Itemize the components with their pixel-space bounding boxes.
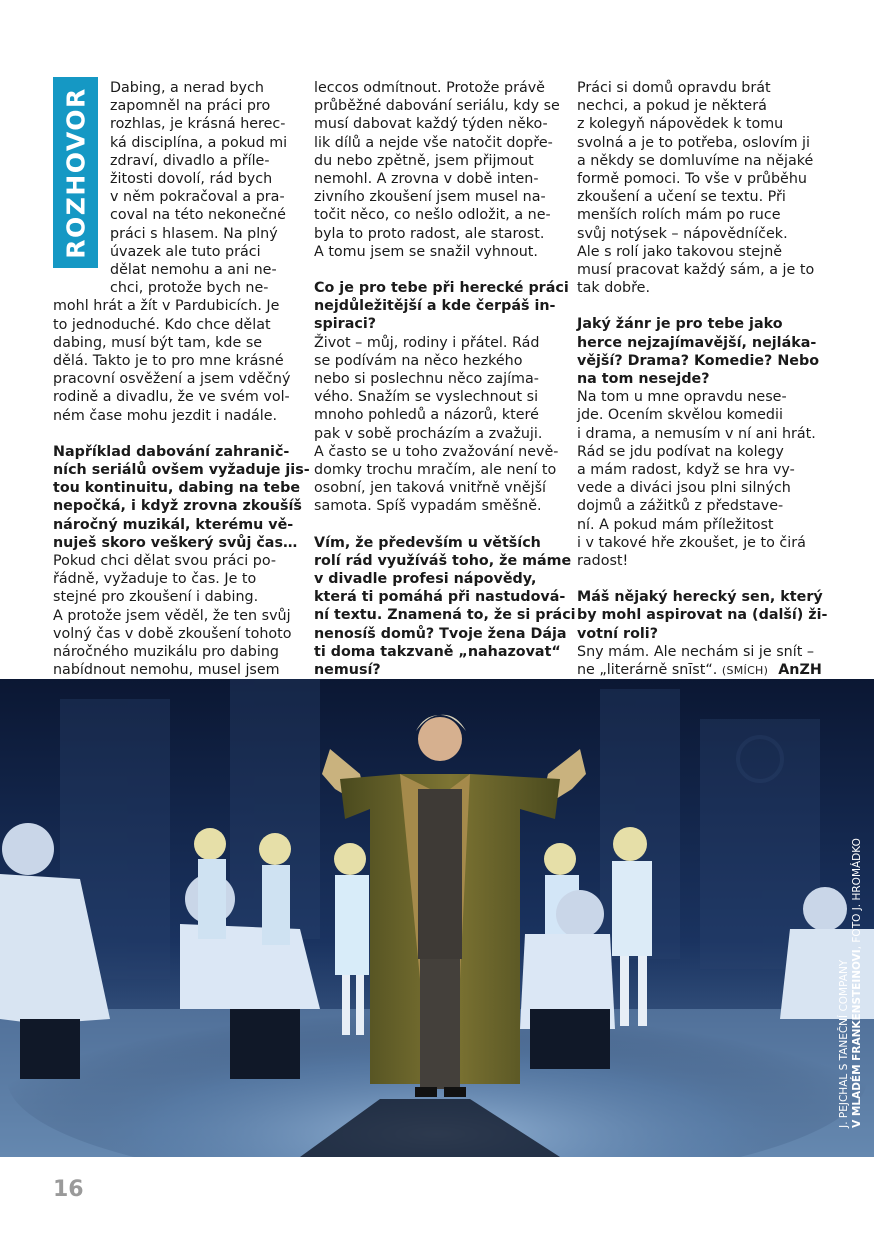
text-line: vede a diváci jsou plni silných bbox=[577, 480, 791, 497]
text-line: volný čas v době zkoušení tohoto bbox=[53, 625, 292, 642]
text-line: mohl hrát a žít v Pardubicích. Je bbox=[53, 298, 280, 315]
text-line: ném čase mohu jezdit i nadále. bbox=[53, 407, 278, 424]
text-line: i drama, a nemusím v ní ani hrát. bbox=[577, 425, 816, 442]
text-line: v divadle profesi nápovědy, bbox=[314, 571, 537, 588]
text-line: úvazek ale tuto práci bbox=[110, 243, 261, 260]
text-line bbox=[577, 661, 842, 680]
photo-credit bbox=[836, 823, 866, 1143]
text-line: se podívám na něco hezkého bbox=[314, 352, 523, 369]
interview-answer bbox=[577, 643, 842, 680]
text-line: zivního zkoušení jsem musel na- bbox=[314, 189, 546, 206]
text-line: v něm pokračoval a pra- bbox=[110, 189, 285, 206]
text-line: musí dabovat každý týden něko- bbox=[314, 116, 548, 133]
text-line: nabídnout nemohu, musel jsem bbox=[53, 662, 280, 679]
text-line: nejdůležitější a kde čerpáš in- bbox=[314, 298, 556, 315]
text-line: Jaký žánr je pro tebe jako bbox=[577, 316, 783, 333]
credit-line-2 bbox=[851, 838, 864, 1128]
article-column-3 bbox=[577, 79, 842, 680]
text-line: zkoušení a učení se textu. Při bbox=[577, 189, 786, 206]
text-line: radost! bbox=[577, 553, 629, 570]
text-line: musí pracovat každý sám, a je to bbox=[577, 262, 815, 279]
text-line: práci s hlasem. Na plný bbox=[110, 225, 278, 242]
text-line: lik dílů a nejde vše natočit dopře- bbox=[314, 134, 553, 151]
text-line: náročného muzikálu pro dabing bbox=[53, 644, 279, 661]
text-line: formě pomoci. To vše v průběhu bbox=[577, 171, 807, 188]
text-line: herce nejzajímavější, nejláka- bbox=[577, 334, 817, 351]
text-line: svolná a je to potřeba, oslovím ji bbox=[577, 134, 810, 151]
text-line: Vím, že především u větších bbox=[314, 534, 541, 551]
text-line: coval na této nekonečné bbox=[110, 207, 286, 224]
text-line: mnoho pohledů a názorů, které bbox=[314, 407, 539, 424]
photographer: , FOTO J. HROMÁDKO bbox=[851, 838, 863, 950]
text-line: ní. A pokud mám příležitost bbox=[577, 516, 774, 533]
text-line: a mám radost, když se hra vy- bbox=[577, 462, 795, 479]
text-line: Na tom u mne opravdu nese- bbox=[577, 389, 787, 406]
text-line: Život – můj, rodiny i přátel. Rád bbox=[314, 334, 540, 351]
text-line: pracovní osvěžení a jsem vděčný bbox=[53, 371, 291, 388]
article-column-2 bbox=[314, 79, 576, 679]
text-line: nemusí? bbox=[314, 662, 381, 679]
text-line: nemohl. A zrovna v době inten- bbox=[314, 171, 539, 188]
text-line: zapomněl na práci pro bbox=[110, 98, 271, 115]
text-line: Co je pro tebe při herecké práci bbox=[314, 280, 569, 297]
interview-answer bbox=[53, 552, 303, 679]
text-line: dělat nemohu a ani ne- bbox=[110, 262, 277, 279]
interview-question bbox=[577, 588, 842, 643]
text-line: ti doma takzvaně „nahazovat“ bbox=[314, 643, 561, 660]
text-line: A tomu jsem se snažil vyhnout. bbox=[314, 243, 538, 260]
text-line: samota. Spíš vypadám směšně. bbox=[314, 498, 542, 515]
article-column-1 bbox=[53, 79, 310, 680]
text-line: vější? Drama? Komedie? Nebo bbox=[577, 352, 820, 369]
answer-text: ne „literárně snīst“. bbox=[577, 662, 718, 679]
page-number: 16 bbox=[53, 1177, 84, 1202]
text-line: spiraci? bbox=[314, 316, 377, 333]
interview-answer bbox=[314, 79, 564, 261]
text-line: která ti pomáhá při nastudová- bbox=[314, 589, 566, 606]
text-line: tou kontinuitu, dabing na tebe bbox=[53, 480, 301, 497]
text-line: dojmů a zážitků z představe- bbox=[577, 498, 784, 515]
text-line: průběžné dabování seriálu, kdy se bbox=[314, 98, 560, 115]
interview-question bbox=[577, 315, 842, 388]
text-line: na tom nesejde? bbox=[577, 371, 710, 388]
text-line: stejné pro zkoušení i dabing. bbox=[53, 589, 259, 606]
text-line: dělá. Takto je to pro mne krásné bbox=[53, 353, 284, 370]
text-line: du nebo zpětně, jsem přijmout bbox=[314, 152, 534, 169]
author-signature: AnZH bbox=[778, 662, 822, 679]
text-line: Sny mám. Ale nechám si je snít – bbox=[577, 643, 815, 660]
text-line: svůj notýsek – nápovědníček. bbox=[577, 225, 788, 242]
dancer-back-1 bbox=[194, 828, 226, 939]
interview-answer bbox=[577, 388, 842, 570]
text-line: žitosti dovolí, rád bych bbox=[110, 171, 273, 188]
dancer-back-2 bbox=[259, 833, 291, 945]
text-line: domky trochu mračím, ale není to bbox=[314, 462, 557, 479]
text-line: z kolegyň nápovědek k tomu bbox=[577, 116, 784, 133]
text-line: točit něco, co nešlo odložit, a ne- bbox=[314, 207, 551, 224]
interview-question bbox=[314, 534, 576, 680]
text-line: ní textu. Znamená to, že si práci bbox=[314, 607, 576, 624]
text-line: A protože jsem věděl, že ten svůj bbox=[53, 607, 291, 624]
text-line: Máš nějaký herecký sen, který bbox=[577, 589, 823, 606]
stage-photo bbox=[0, 679, 874, 1157]
show-title: V MLADÉM FRANKENSTEINOVI bbox=[851, 949, 863, 1128]
text-line: ká disciplína, a pokud mi bbox=[110, 134, 288, 151]
interview-answer bbox=[314, 334, 564, 516]
text-line: jde. Ocením skvělou komedii bbox=[577, 407, 783, 424]
text-line: Například dabování zahranič- bbox=[53, 443, 290, 460]
text-line: leccos odmítnout. Protože právě bbox=[314, 80, 545, 96]
text-line: náročný muzikál, kterému vě- bbox=[53, 516, 294, 533]
text-line: nepočká, i když zrovna zkoušíš bbox=[53, 498, 302, 515]
interview-question bbox=[314, 279, 569, 334]
text-line: nechci, a pokud je některá bbox=[577, 98, 767, 115]
text-line: rozhlas, je krásná herec- bbox=[110, 116, 286, 133]
text-line: Ale s rolí jako takovou stejně bbox=[577, 243, 783, 260]
intro-paragraph bbox=[53, 79, 303, 425]
text-line: osobní, jen taková vnitřně vnější bbox=[314, 480, 547, 497]
text-line: chci, protože bych ne- bbox=[110, 280, 269, 297]
text-line: to jednoduché. Kdo chce dělat bbox=[53, 316, 271, 333]
text-line: nebo si poslechnu něco zajíma- bbox=[314, 371, 539, 388]
text-line: rolí rád využíváš toho, že máme bbox=[314, 552, 572, 569]
laugh-note: (SMÍCH) bbox=[721, 664, 769, 678]
interview-question bbox=[53, 443, 310, 552]
text-line: Pokud chci dělat svou práci po- bbox=[53, 553, 277, 570]
text-line: nuješ skoro veškerý svůj čas… bbox=[53, 534, 298, 551]
text-line: by mohl aspirovat na (další) ži- bbox=[577, 607, 828, 624]
text-line: dabing, musí být tam, kde se bbox=[53, 334, 263, 351]
text-line: a někdy se domluvíme na nějaké bbox=[577, 152, 814, 169]
text-line: řádně, vyžaduje to čas. Je to bbox=[53, 571, 257, 588]
section-label-text: ROZHOVOR bbox=[61, 86, 90, 259]
text-line: zdraví, divadlo a příle- bbox=[110, 152, 270, 169]
text-line: Práci si domů opravdu brát bbox=[577, 80, 771, 96]
stage-scene-illustration bbox=[0, 679, 874, 1157]
text-line: menších rolích mám po ruce bbox=[577, 207, 781, 224]
text-line: ních seriálů ovšem vyžaduje jis- bbox=[53, 462, 310, 479]
text-line: tak dobře. bbox=[577, 280, 650, 297]
text-line: vého. Snažím se vyslechnout si bbox=[314, 389, 539, 406]
text-line: nenosíš domů? Tvoje žena Dája bbox=[314, 625, 567, 642]
interview-answer bbox=[577, 79, 842, 297]
credit-line-1: J. PEJCHAL S TANEČNÍ COMPANY bbox=[838, 959, 850, 1128]
text-line: A často se u toho zvažování nevě- bbox=[314, 443, 559, 460]
text-line: byla to proto radost, ale starost. bbox=[314, 225, 545, 242]
text-line: Dabing, a nerad bych bbox=[110, 80, 264, 96]
text-line: pak v sobě procházím a zvažuji. bbox=[314, 425, 543, 442]
text-line: Rád se jdu podívat na kolegy bbox=[577, 443, 784, 460]
text-line: rodině a divadlu, že ve svém vol- bbox=[53, 389, 290, 406]
text-line: votní roli? bbox=[577, 625, 658, 642]
text-line: i v takové hře zkoušet, je to čirá bbox=[577, 534, 806, 551]
